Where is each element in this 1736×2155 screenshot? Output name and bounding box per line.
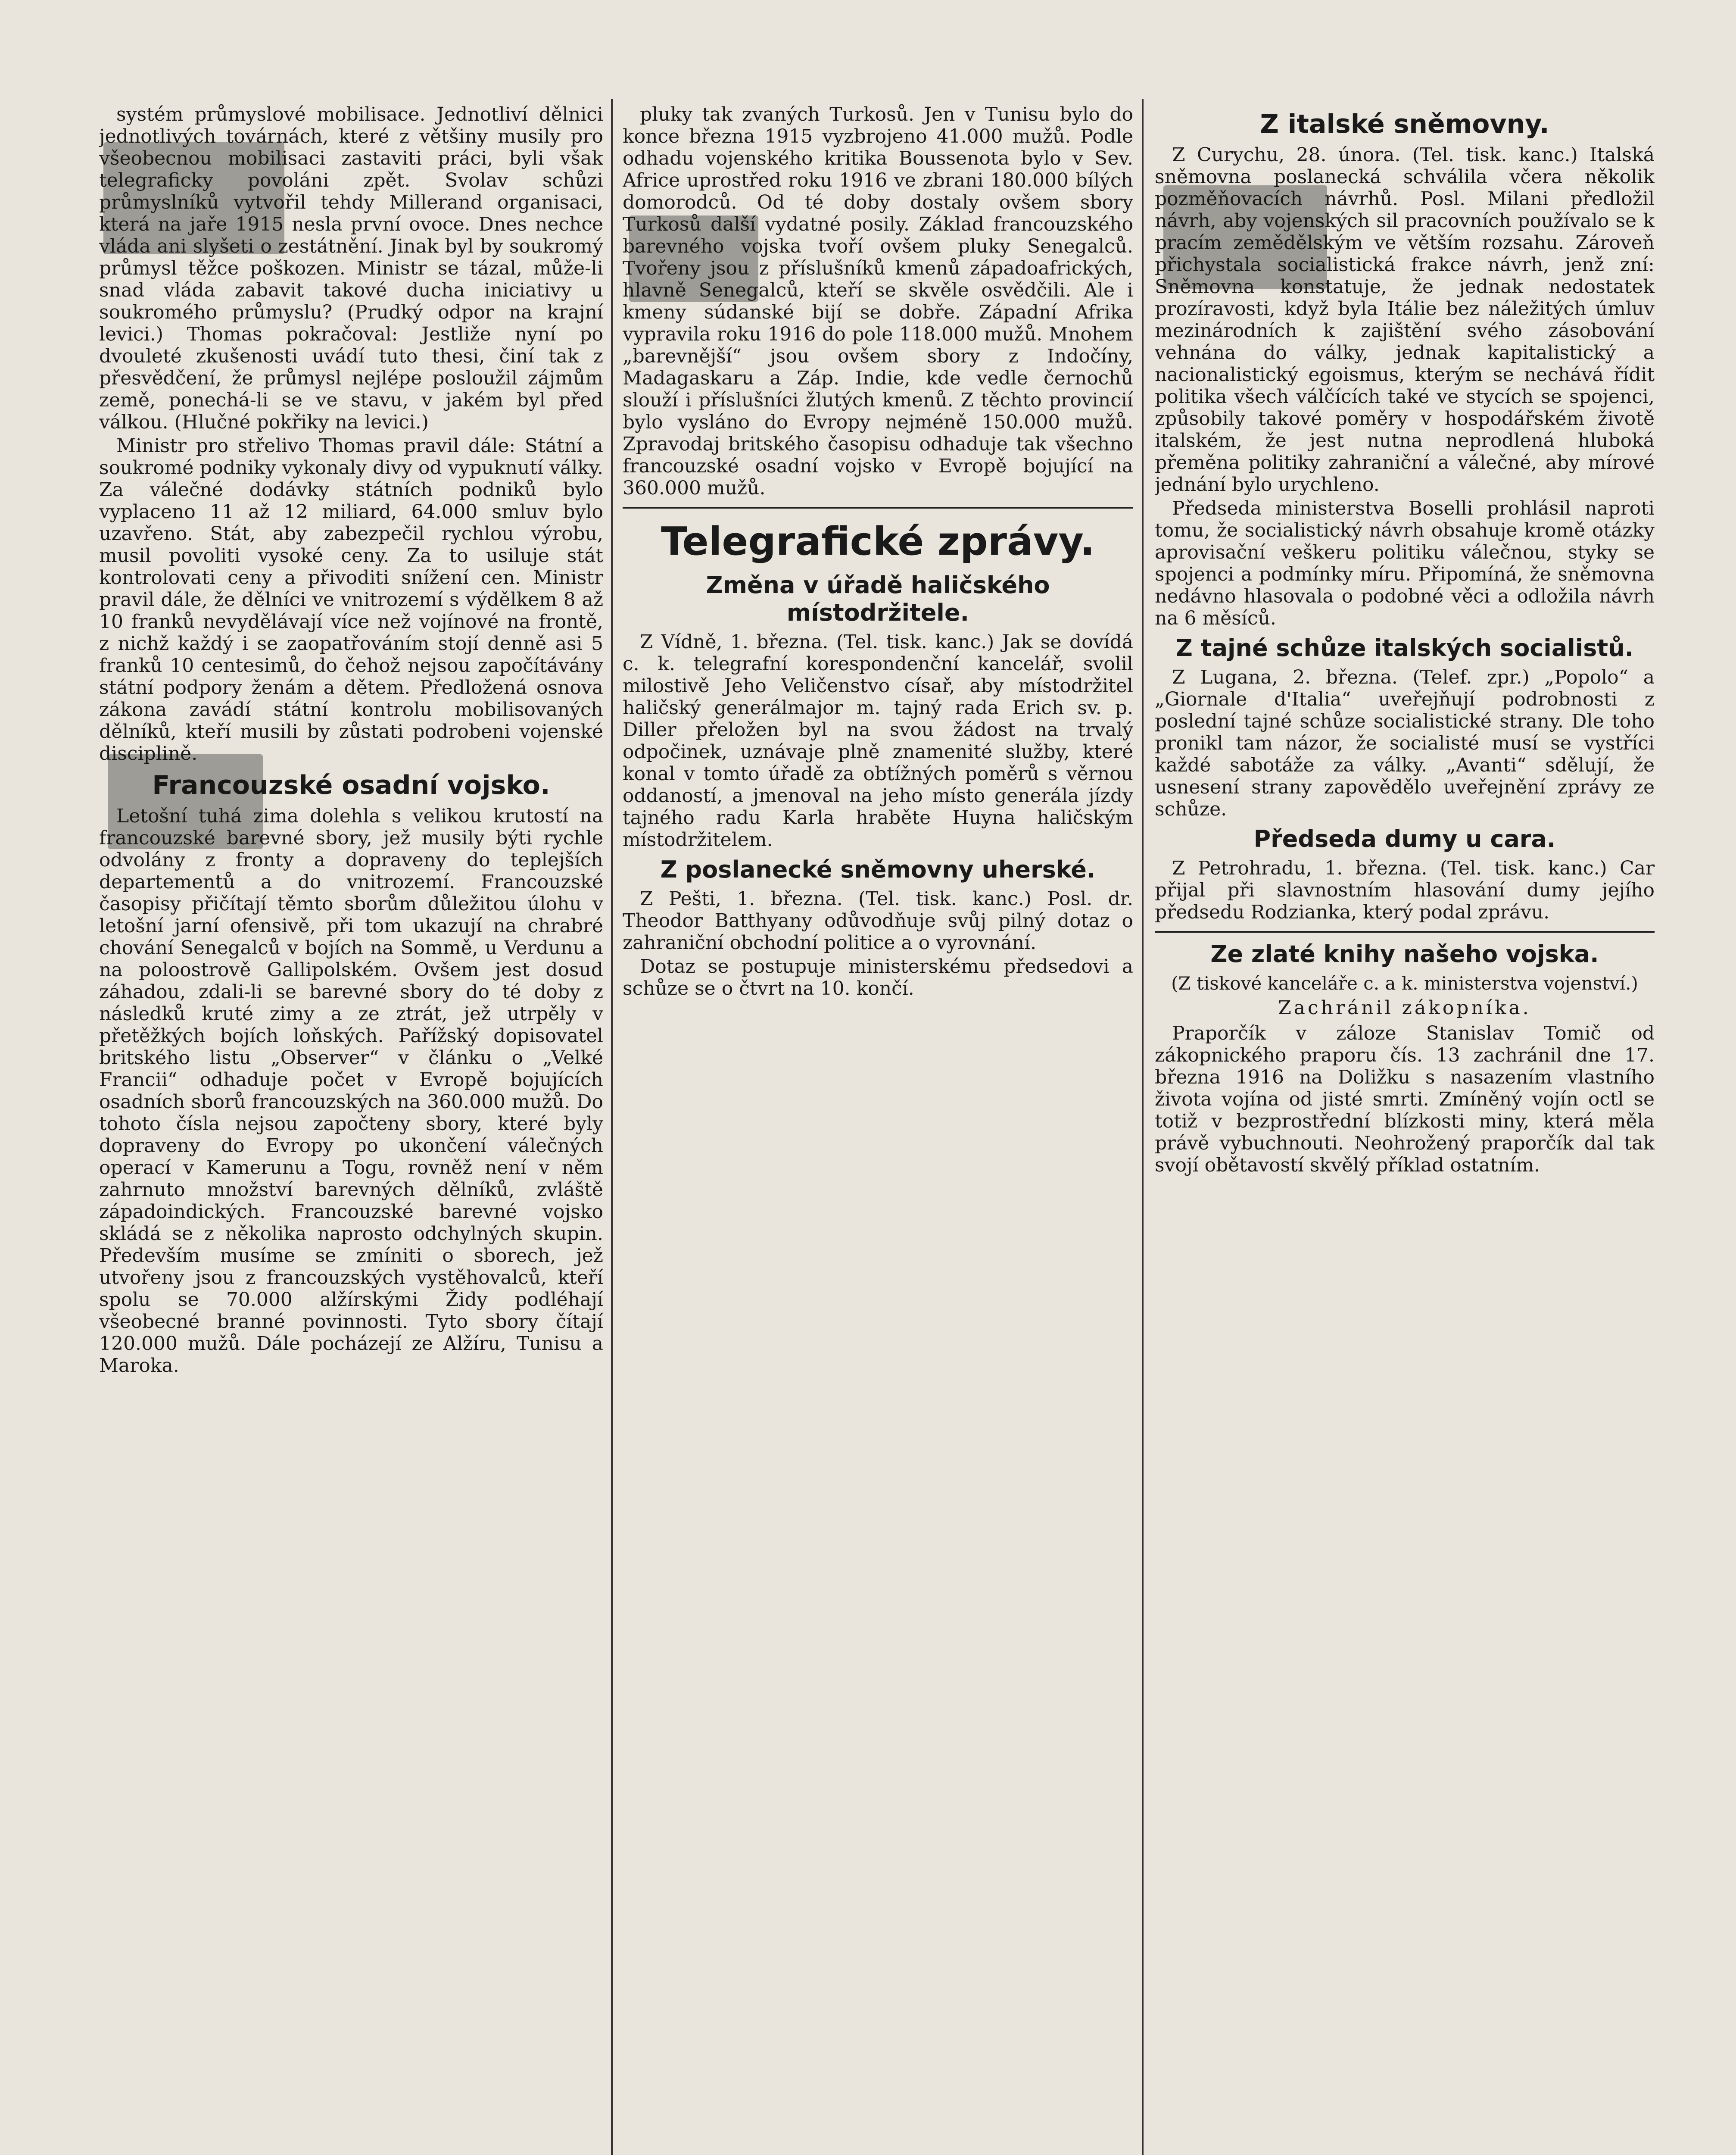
headline-colonial-army: Francouzské osadní vojsko.: [152, 770, 550, 800]
column-divider-left: [611, 99, 613, 2155]
column-left: [99, 103, 603, 2155]
headline-italian-socialists: Z tajné schůze italských socialistů.: [1175, 634, 1634, 662]
headline-telegraphic-news: Telegrafické zprávy.: [661, 519, 1095, 564]
article-paragraph: Z Curychu, 28. února. (Tel. tisk. kanc.) Italská sněmovna poslanecká schválila včera několik pozměňovacích návrhů. Posl. Milani předložil návrh, aby vojenských sil pracovních používalo se k pracím zemědělským ve větším rozsahu. Zároveň přichystala socialistická frakce návrh, jenž zní: Sněmovna konstatuje, že jednak nedostatek prozíravosti, když byla Itálie bez náležitých úmluv mezinárodních k zajištění svého zásobování vehnána do války, jednak kapitalistický a nacionalistický egoismus, kterým se nechává řídit politika všech válčících také ve stycích se spojenci, způsobily takové poměry v hospodářském životě italském, že jest nutna neprodlená hluboká přeměna politiky zahraniční a válečné, aby mírové jednání bylo urychleno.: [1155, 144, 1655, 496]
source-note: (Z tiskové kanceláře c. a k. ministerstva vojenství.): [1171, 973, 1638, 994]
ink-smear: [103, 142, 284, 254]
column-middle: [623, 103, 1133, 2155]
column-divider-right: [1142, 99, 1144, 2155]
article-paragraph: Z Vídně, 1. března. (Tel. tisk. kanc.) Jak se dovídá c. k. telegrafní korespondenční kancelář, svolil milostivě Jeho Veličenstvo císař, aby místodržitel haličský generálmajor m. tajný rada Erich sv. p. Diller přeložen byl na svou žádost na trvalý odpočinek, uznávaje plně znamenité služby, které konal v tomto úřadě za obtížných poměrů s věrnou oddaností, a jmenoval na jeho místo generála jízdy tajného radu Karla hraběte Huyna haličským místodržitelem.: [623, 631, 1133, 851]
section-divider: [1155, 931, 1655, 933]
headline-golden-book: Ze zlaté knihy našeho vojska.: [1210, 940, 1599, 968]
article-paragraph: systém průmyslové mobilisace. Jednotliví dělnici jednotlivých továrnách, které z většiny musily pro všeobecnou mobilisaci zastaviti práci, byli však telegraficky povoláni zpět. Svolav schůzi průmyslníků vytvořil tehdy Millerand organisaci, která na jaře 1915 nesla první ovoce. Dnes nechce vláda ani slyšeti o zestátnění. Jinak byl by soukromý průmysl těžce poškozen. Ministr se tázal, může-li snad vláda zabavit takové ducha iniciativy u soukromého průmyslu? (Prudký odpor na krajní levici.) Thomas pokračoval: Jestliže nyní po dvouleté zkušenosti uvádí tuto thesi, činí tak z přesvědčení, že průmysl nejlépe posloužil zájmům země, ponechá-li se ve stavu, v jakém byl před válkou. (Hlučné pokřiky na levici.): [99, 103, 603, 433]
article-paragraph: Letošní tuhá zima dolehla s velikou krutostí na francouzské barevné sbory, jež musily býti rychle odvolány z fronty a dopraveny do teplejších departementů a do vnitrozemí. Francouzské časopisy přičítají těmto sborům důležitou úlohu v letošní jarní ofensivě, při tom ukazují na chrabré chování Senegalců v bojích na Sommě, u Verdunu a na poloostrově Gallipolském. Ovšem jest dosud záhadou, zdali-li se barevné sbory do té doby z následků kruté zimy a ze ztrát, jež utrpěly v přetěžkých bojích loňských. Pařížský dopisovatel britského listu „Observer“ v článku o „Velké Francii“ odhaduje počet v Evropě bojujících osadních sborů francouzských na 360.000 mužů. Do tohoto čísla nejsou započteny sbory, které byly dopraveny do Evropy po ukončení válečných operací v Kamerunu a Togu, rovněž není v něm zahrnuto množství barevných dělníků, zvláště západoindických. Francouzské barevné vojsko skládá se z několika naprosto odchylných skupin. Především musíme se zmíniti o sborech, jež utvořeny jsou z francouzských vystěhovalců, kteří spolu se 70.000 alžírskými Židy podléhají všeobecné branné povinnosti. Tyto sbory čítají 120.000 mužů. Dále pocházejí ze Alžíru, Tunisu a Maroka.: [99, 805, 603, 1377]
article-paragraph: Z Petrohradu, 1. března. (Tel. tisk. kanc.) Car přijal při slavnostním hlasování dumy jejího předsedu Rodzianka, který podal zprávu.: [1155, 857, 1655, 923]
article-paragraph: Z Lugana, 2. března. (Telef. zpr.) „Popolo“ a „Giornale d'Italia“ uveřejňují podrobnosti z poslední tajné schůze socialistické strany. Dle toho pronikl tam názor, že socialisté musí se vystříci každé sabotáže za války. „Avanti“ sdělují, že usnesení strany zapovědělo uveřejnění zprávy ze schůze.: [1155, 666, 1655, 820]
article-paragraph: Z Pešti, 1. března. (Tel. tisk. kanc.) Posl. dr. Theodor Batthyany odůvodňuje svůj pilný dotaz o zahraniční obchodní politice a o vyrovnání.: [623, 888, 1133, 954]
article-paragraph: Dotaz se postupuje ministerskému předsedovi a schůze se o čtvrt na 10. končí.: [623, 956, 1133, 999]
subheadline: Zachránil zákopníka.: [1278, 997, 1531, 1019]
headline-galicia-governor: Změna v úřadě haličského místodržitele.: [706, 572, 1050, 626]
ink-smear: [629, 216, 758, 302]
column-right: [1155, 103, 1655, 2155]
article-paragraph: Praporčík v záloze Stanislav Tomič od zákopnického praporu čís. 13 zachránil dne 17. března 1916 na Doližku s nasazením vlastního života vojína od jisté smrti. Zmíněný vojín octl se totiž v bezprostřední blízkosti miny, která měla právě vybuchnouti. Neohrožený praporčík dal tak svojí obětavostí skvělý příklad ostatním.: [1155, 1022, 1655, 1176]
headline-duma: Předseda dumy u cara.: [1253, 825, 1556, 853]
section-divider: [623, 507, 1133, 509]
ink-smear: [1163, 185, 1327, 289]
headline-hungarian-parliament: Z poslanecké sněmovny uherské.: [660, 856, 1096, 883]
headline-italian-parliament: Z italské sněmovny.: [1260, 109, 1549, 139]
article-paragraph: Ministr pro střelivo Thomas pravil dále: Státní a soukromé podniky vykonaly divy od vypuknutí války. Za válečné dodávky státních podniků bylo vyplaceno 11 až 12 miliard, 64.000 smluv bylo uzavřeno. Stát, aby zabezpečil rychlou výrobu, musil povoliti vysoké ceny. Za to usiluje stát kontrolovati ceny a přivoditi snížení cen. Ministr pravil dále, že dělníci ve vnitrozemí s výdělkem 8 až 10 franků nevydělávají více než vojínové na frontě, z nichž každý i se zaopatřováním stojí denně asi 5 franků 10 centesimů, do čehož nejsou započítávány státní podpory ženám a dětem. Předložená osnova zákona zavádí státní kontrolu mobilisovaných dělníků, kteří musili by zůstati podrobeni vojenské disciplině.: [99, 435, 603, 765]
ink-smear: [108, 754, 263, 849]
article-paragraph: Předseda ministerstva Boselli prohlásil naproti tomu, že socialistický návrh obsahuje kromě otázky aprovisační veškeru politiku válečnou, styky se spojenci a podmínky míru. Připomíná, že sněmovna nedávno hlasovala o podobné věci a odložila návrh na 6 měsíců.: [1155, 497, 1655, 629]
article-paragraph: pluky tak zvaných Turkosů. Jen v Tunisu bylo do konce března 1915 vyzbrojeno 41.000 mužů. Podle odhadu vojenského kritika Boussenota bylo v Sev. Africe uprostřed roku 1916 ve zbrani 180.000 bílých domorodců. Od té doby dostaly ovšem sbory Turkosů další vydatné posily. Základ francouzského barevného vojska tvoří ovšem pluky Senegalců. Tvořeny jsou z příslušníků kmenů západoafrických, hlavně Senegalců, kteří se skvěle osvědčili. Ale i kmeny súdanské bijí se dobře. Západní Afrika vypravila roku 1916 do pole 118.000 mužů. Mnohem „barevnější“ jsou ovšem sbory z Indočíny, Madagaskaru a Záp. Indie, kde vedle černochů slouží i příslušníci žlutých kmenů. Z těchto provincií bylo vysláno do Evropy nejméně 150.000 mužů. Zpravodaj britského časopisu odhaduje tak všechno francouzské osadní vojsko v Evropě bojující na 360.000 mužů.: [623, 103, 1133, 499]
